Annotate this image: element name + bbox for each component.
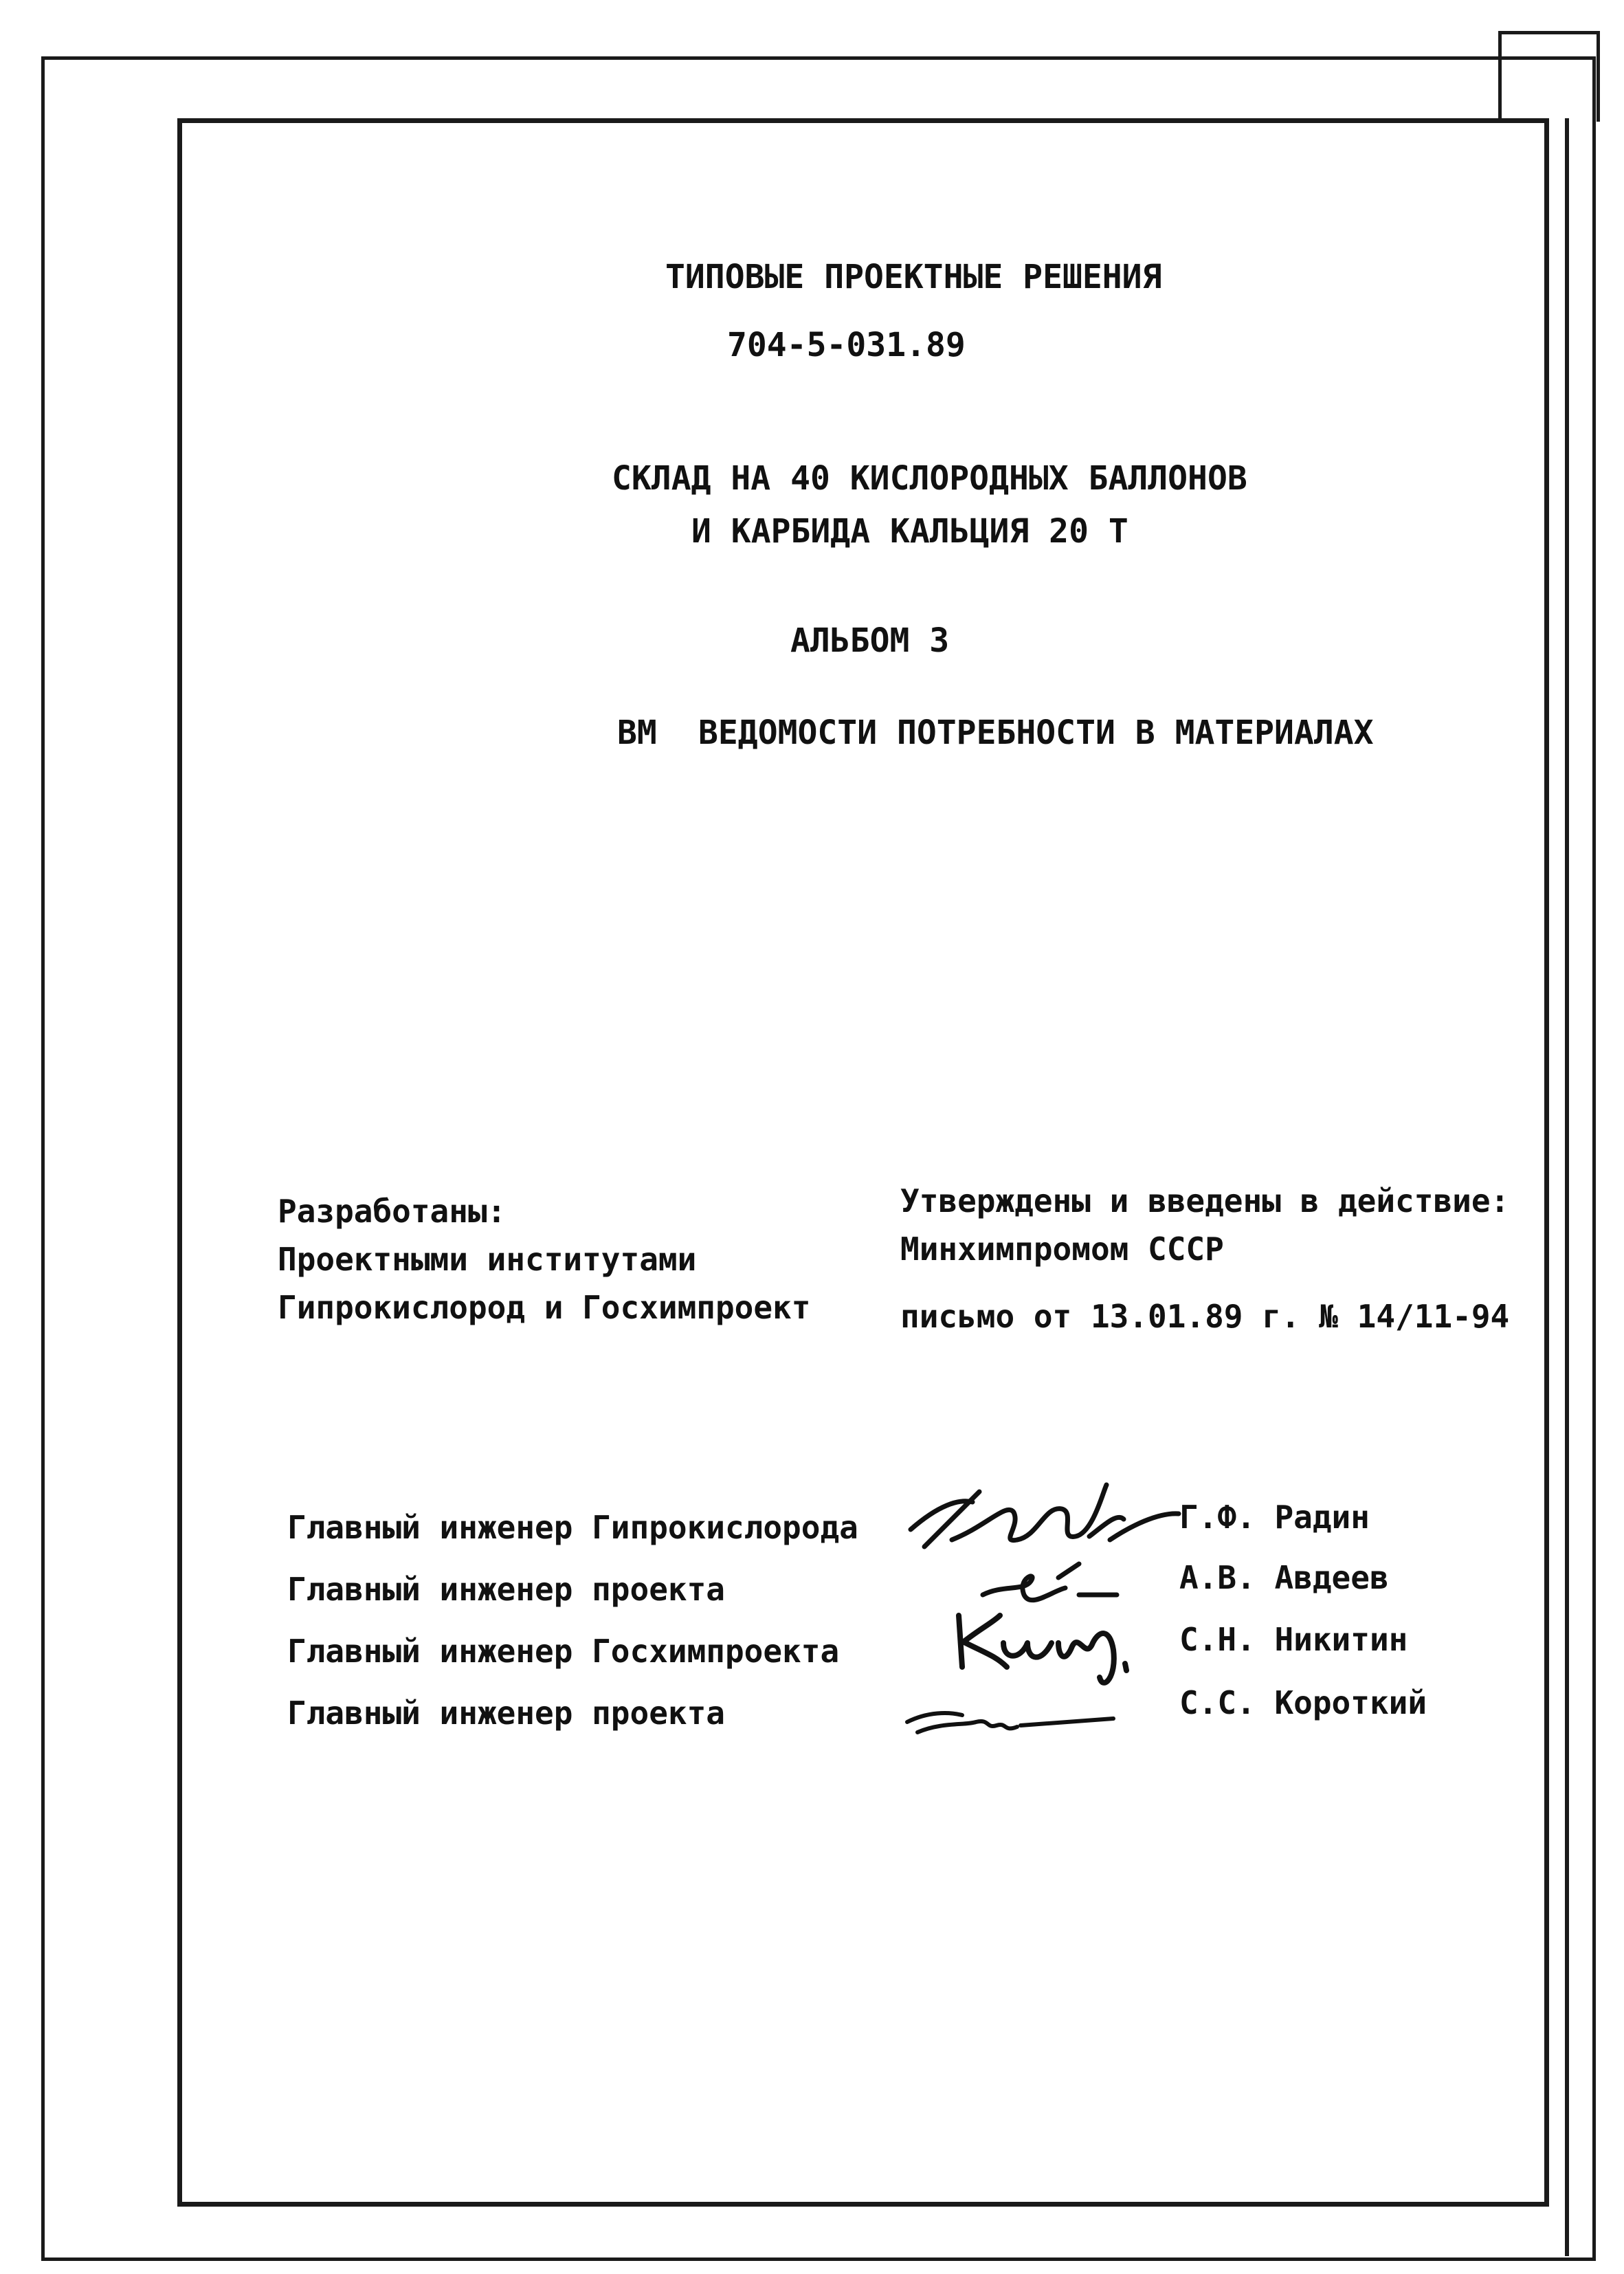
signatory-name: С.С. Короткий (1179, 1684, 1427, 1721)
signatory-role: Главный инженер проекта (287, 1571, 725, 1608)
signatory-name: С.Н. Никитин (1179, 1621, 1408, 1658)
section-title: ВЕДОМОСТИ ПОТРЕБНОСТИ В МАТЕРИАЛАХ (698, 714, 1374, 752)
inner-border (177, 118, 1549, 2207)
signatory-name: Г.Ф. Радин (1179, 1499, 1370, 1536)
album-number: АЛЬБОМ 3 (790, 621, 950, 660)
signature-radin-icon (897, 1464, 1186, 1567)
approved-line-1: Минхимпромом СССР (900, 1230, 1224, 1268)
developed-line-2: Гипрокислород и Госхимпроект (278, 1289, 811, 1326)
object-title-line-2: И КАРБИДА КАЛЬЦИЯ 20 Т (691, 512, 1128, 551)
section-code: ВМ (617, 714, 657, 752)
approved-label: Утверждены и введены в действие: (900, 1182, 1510, 1219)
signatory-role: Главный инженер Гипрокислорода (287, 1509, 858, 1546)
signature-korotkiy-icon (900, 1691, 1120, 1746)
corner-stamp-box (1498, 31, 1600, 122)
approved-line-2: письмо от 13.01.89 г. № 14/11-94 (900, 1298, 1510, 1335)
document-code: 704-5-031.89 (727, 326, 966, 364)
developed-label: Разработаны: (278, 1193, 507, 1230)
signatory-role: Главный инженер проекта (287, 1695, 725, 1732)
document-series: ТИПОВЫЕ ПРОЕКТНЫЕ РЕШЕНИЯ (665, 258, 1162, 296)
object-title-line-1: СКЛАД НА 40 КИСЛОРОДНЫХ БАЛЛОНОВ (612, 459, 1247, 498)
signatory-name: А.В. Авдеев (1179, 1559, 1389, 1596)
developed-line-1: Проектными институтами (278, 1241, 697, 1278)
signatory-role: Главный инженер Госхимпроекта (287, 1633, 840, 1670)
signature-nikitin-icon (945, 1602, 1151, 1698)
right-border-line (1565, 118, 1569, 2256)
